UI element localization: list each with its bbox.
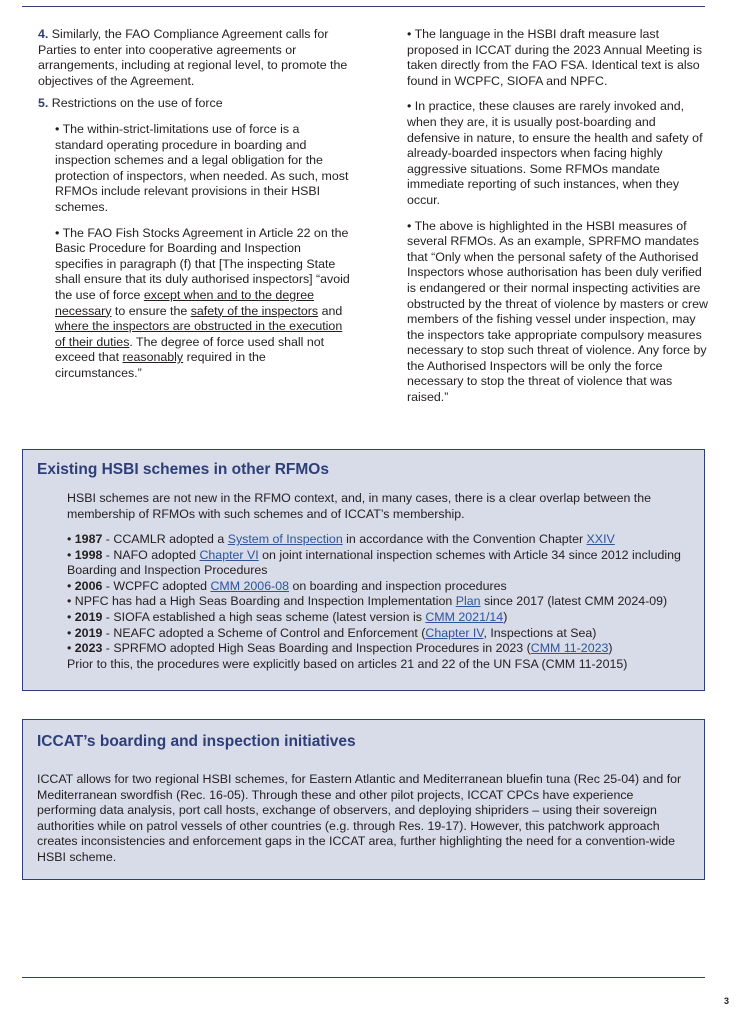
rfmo-list-item <box>67 594 697 610</box>
bullet-dot: • <box>407 99 412 114</box>
rfmo-year: 2023 <box>74 641 103 656</box>
right-column <box>407 27 712 416</box>
rfmo-item-text: , Inspections at Sea) <box>483 625 597 640</box>
bullet-dot: • <box>67 641 75 656</box>
iccat-initiatives-body: ICCAT allows for two regional HSBI schemes, for Eastern Atlantic and Mediterranean bluefin tuna (Rec 25-04) and for Mediterranean swordfish (Rec. 16-05). Through these and other pilot projects, ICCAT CPCs have experience performing data analysis, port call hosts, exchange of observers, and deploying shipriders – using their sovereign authorities while on patrol vessels of other countries (e.g. through Res. 19-17). However, this patchwork approach creates inconsistencies and enforcement gaps in the ICCAT area, further highlighting the need for a convention-wide HSBI scheme. <box>37 772 682 864</box>
rfmo-list-item <box>67 579 697 595</box>
left-bullet-2 <box>38 226 350 382</box>
existing-hsbi-title: Existing HSBI schemes in other RFMOs <box>37 461 329 478</box>
item-5-number: 5. <box>38 96 49 111</box>
rfmo-list-footer: Prior to this, the procedures were explicitly based on articles 21 and 22 of the UN FSA (CMM 11-2015) <box>67 656 628 671</box>
rfmo-item-text: - CCAMLR adopted a <box>102 532 228 546</box>
bullet-dot: • <box>67 594 75 609</box>
rfmo-scheme-list <box>67 532 697 672</box>
bullet-dot: • <box>67 625 75 640</box>
rfmo-year: 2006 <box>74 578 103 593</box>
rfmo-year: 1987 <box>74 532 103 546</box>
left-bullet-1 <box>38 122 350 216</box>
rfmo-list-item <box>67 641 697 657</box>
fsa-quote-part-4: . The degree of force used shall not exceed that <box>55 334 325 365</box>
bullet-dot: • <box>67 578 75 593</box>
rfmo-item-text: on boarding and inspection procedures <box>289 578 507 593</box>
rfmo-year: 2019 <box>74 625 103 640</box>
bottom-rule <box>22 977 705 978</box>
right-bullet-2 <box>407 99 712 208</box>
item-4-number: 4. <box>38 27 49 41</box>
fsa-quote-underline-3: where the inspectors are obstructed in the execution of their duties <box>55 319 343 349</box>
bullet-dot: • <box>407 27 412 41</box>
rfmo-list-item <box>67 626 697 642</box>
rfmo-item-link[interactable]: System of Inspection <box>227 532 343 546</box>
rfmo-item-text: - SIOFA established a high seas scheme (latest version is <box>102 609 426 624</box>
right-bullet-3-text: The above is highlighted in the HSBI measures of several RFMOs. As an example, SPRFMO mandates that “Only when the personal safety of the Authorised Inspectors whose authorisation has been duly verified is endangered or their normal inspecting activities are obstructed by the threat of violence by masters or crew members of the fishing vessel under inspection, may the inspectors take appropriate compulsory measures necessary to stop such threat of violence. Any force by the Authorised Inspectors will be only the force necessary to stop the threat of violence that was raised.” <box>407 218 708 405</box>
top-rule <box>22 6 705 7</box>
item-5 <box>38 96 350 112</box>
fsa-quote-underline-1: except when and to the degree necessary <box>55 287 315 318</box>
rfmo-item-text: - NAFO adopted <box>102 547 200 562</box>
bullet-dot: • <box>67 609 75 624</box>
fsa-quote-part-1: The FAO Fish Stocks Agreement in Article 22 on the Basic Procedure for Boarding and Inspection specifies in paragraph (f) that [The inspecting State shall ensure that its duly authorised inspectors] “avoid the use of force <box>55 225 350 302</box>
rfmo-item-link[interactable]: CMM 2006-08 <box>210 578 289 593</box>
rfmo-item-link[interactable]: Chapter VI <box>199 547 259 562</box>
rfmo-item-text: - SPRFMO adopted High Seas Boarding and Inspection Procedures in 2023 ( <box>102 641 531 656</box>
right-bullet-2-text: In practice, these clauses are rarely invoked and, when they are, it is usually post-boarding and defensive in nature, to ensure the health and safety of already-boarded inspectors when facing highly aggressive situations. Some RFMOs mandate immediate reporting of such instances, when they occur. <box>407 99 703 207</box>
rfmo-item-text: on joint international inspection schemes with Article 34 since 2012 including Boarding and Inspection Procedures <box>67 547 681 578</box>
left-column <box>38 27 350 391</box>
rfmo-list-item <box>67 532 697 548</box>
bullet-dot: • <box>67 547 75 562</box>
item-4 <box>38 27 350 89</box>
rfmo-item-text: in accordance with the Convention Chapter <box>342 532 587 546</box>
item-4-text: Similarly, the FAO Compliance Agreement calls for Parties to enter into cooperative agreements or arrangements, including at regional level, to promote the objectives of the Agreement. <box>38 27 348 88</box>
right-bullet-1 <box>407 27 712 89</box>
right-bullet-1-text: The language in the HSBI draft measure last proposed in ICCAT during the 2023 Annual Meeting is taken directly from the FAO FSA. Identical text is also found in WCPFC, SIOFA and NPFC. <box>407 27 703 88</box>
existing-hsbi-box <box>22 449 705 691</box>
rfmo-item-link[interactable]: XXIV <box>586 532 615 546</box>
right-bullet-3 <box>407 219 712 406</box>
rfmo-year: 2019 <box>74 609 103 624</box>
rfmo-item-text: ) <box>608 641 613 656</box>
rfmo-year: 1998 <box>74 547 103 562</box>
rfmo-item-link[interactable]: CMM 11-2023 <box>530 641 609 656</box>
item-5-text: Restrictions on the use of force <box>51 96 223 111</box>
fsa-quote-part-2: to ensure the <box>111 303 191 318</box>
existing-hsbi-intro: HSBI schemes are not new in the RFMO context, and, in many cases, there is a clear overlap between the membership of RFMOs with such schemes and of ICCAT’s membership. <box>67 491 652 521</box>
fsa-quote-underline-2: safety of the inspectors <box>190 303 319 318</box>
page-number: 3 <box>724 996 730 1006</box>
fsa-quote-part-5: required in the circumstances.” <box>55 350 266 380</box>
rfmo-item-text: - WCPFC adopted <box>102 578 211 593</box>
fsa-quote-underline-4: reasonably <box>122 350 184 365</box>
bullet-dot: • <box>55 225 60 240</box>
rfmo-item-link[interactable]: CMM 2021/14 <box>425 609 504 624</box>
fsa-quote-part-3: and <box>318 303 343 318</box>
bullet-dot: • <box>55 121 60 136</box>
rfmo-item-text: - NEAFC adopted a Scheme of Control and Enforcement ( <box>102 625 426 640</box>
rfmo-item-text: since 2017 (latest CMM 2024-09) <box>480 594 668 609</box>
rfmo-list-item <box>67 610 697 626</box>
rfmo-item-link[interactable]: Chapter IV <box>425 625 484 640</box>
iccat-initiatives-title: ICCAT’s boarding and inspection initiatives <box>37 733 356 750</box>
iccat-initiatives-box <box>22 719 705 880</box>
rfmo-item-link[interactable]: Plan <box>455 594 481 609</box>
rfmo-item-text: ) <box>503 609 508 624</box>
bullet-dot: • <box>407 218 412 233</box>
rfmo-item-text: NPFC has had a High Seas Boarding and Inspection Implementation <box>74 594 456 609</box>
rfmo-list-item <box>67 548 697 579</box>
bullet-dot: • <box>67 532 75 546</box>
left-bullet-1-text: The within-strict-limitations use of force is a standard operating procedure in boarding and inspection schemes and a legal obligation for the protection of inspectors, when needed. As such, most RFMOs include relevant provisions in their HSBI schemes. <box>55 121 349 214</box>
